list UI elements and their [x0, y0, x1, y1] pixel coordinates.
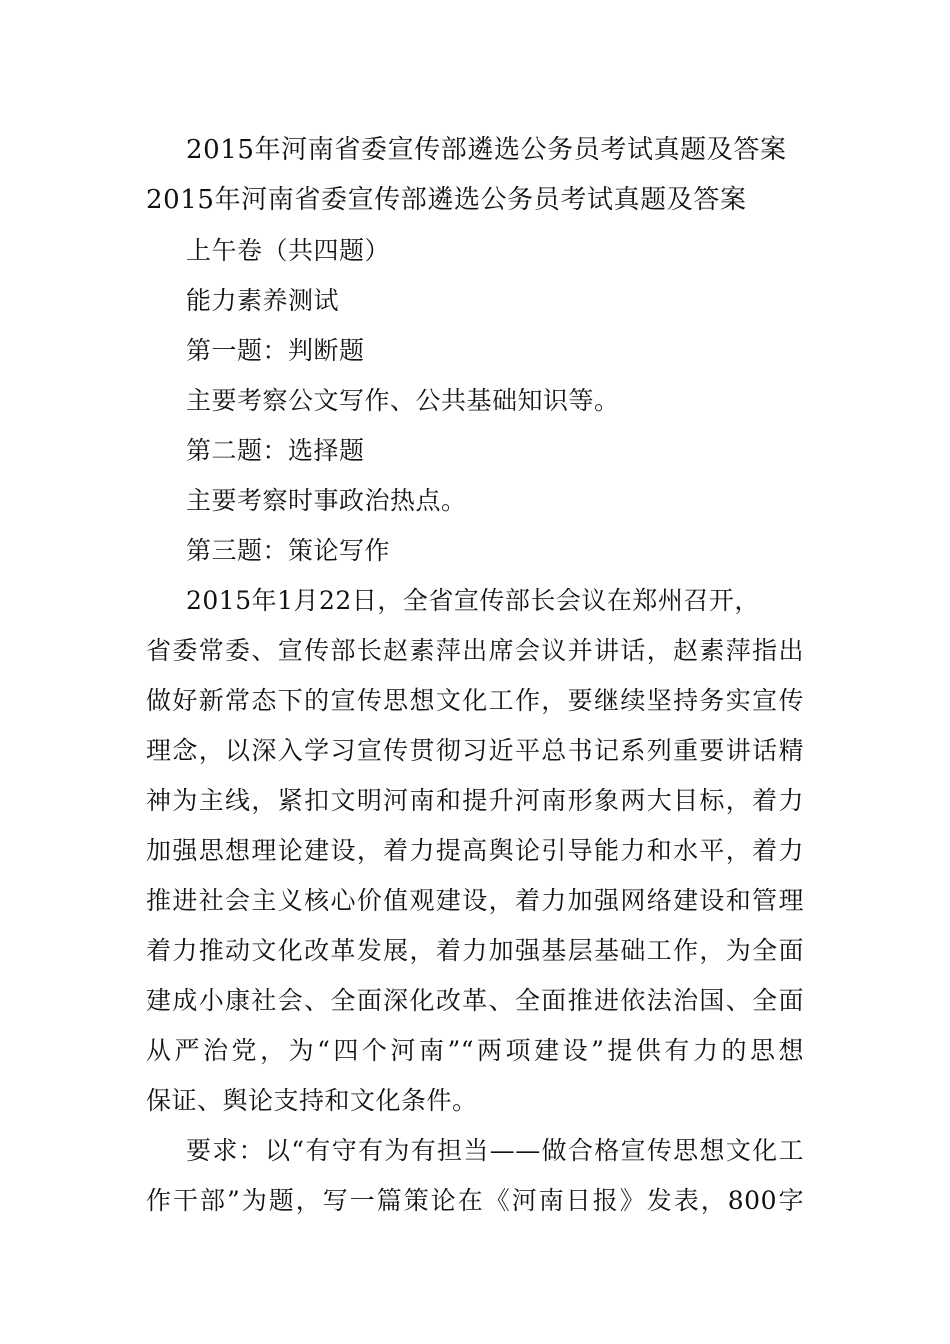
paragraph-line: 做好新常态下的宣传思想文化工作，要继续坚持务实宣传 — [146, 686, 804, 715]
paragraph-line: 2015年1月22日，全省宣传部长会议在郑州召开， — [186, 586, 760, 615]
paragraph-line: 加强思想理论建设，着力提高舆论引导能力和水平，着力 — [146, 836, 804, 865]
test-name: 能力素养测试 — [186, 286, 340, 315]
requirement-line: 要求：以“有守有为有担当——做合格宣传思想文化工 — [186, 1136, 804, 1165]
question-3-title: 第三题：策论写作 — [186, 536, 391, 565]
paragraph-line: 着力推动文化改革发展，着力加强基层基础工作，为全面 — [146, 936, 804, 965]
document-subtitle: 2015年河南省委宣传部遴选公务员考试真题及答案 — [146, 185, 747, 215]
question-2-description: 主要考察时事政治热点。 — [186, 486, 467, 515]
question-2-title: 第二题：选择题 — [186, 436, 365, 465]
paragraph-line: 保证、舆论支持和文化条件。 — [146, 1086, 478, 1115]
paragraph-line: 推进社会主义核心价值观建设，着力加强网络建设和管理 — [146, 886, 804, 915]
section-heading: 上午卷（共四题） — [186, 236, 391, 265]
paragraph-line: 从严治党，为“四个河南”“两项建设”提供有力的思想 — [146, 1036, 804, 1065]
document-title: 2015年河南省委宣传部遴选公务员考试真题及答案 — [186, 135, 787, 165]
paragraph-line: 建成小康社会、全面深化改革、全面推进依法治国、全面 — [146, 986, 804, 1015]
paragraph-line: 省委常委、宣传部长赵素萍出席会议并讲话，赵素萍指出 — [146, 636, 804, 665]
paragraph-line: 神为主线，紧扣文明河南和提升河南形象两大目标，着力 — [146, 786, 804, 815]
requirement-line: 作干部”为题，写一篇策论在《河南日报》发表，800字 — [146, 1186, 804, 1215]
question-1-title: 第一题：判断题 — [186, 336, 365, 365]
question-1-description: 主要考察公文写作、公共基础知识等。 — [186, 386, 620, 415]
paragraph-line: 理念，以深入学习宣传贯彻习近平总书记系列重要讲话精 — [146, 736, 804, 765]
